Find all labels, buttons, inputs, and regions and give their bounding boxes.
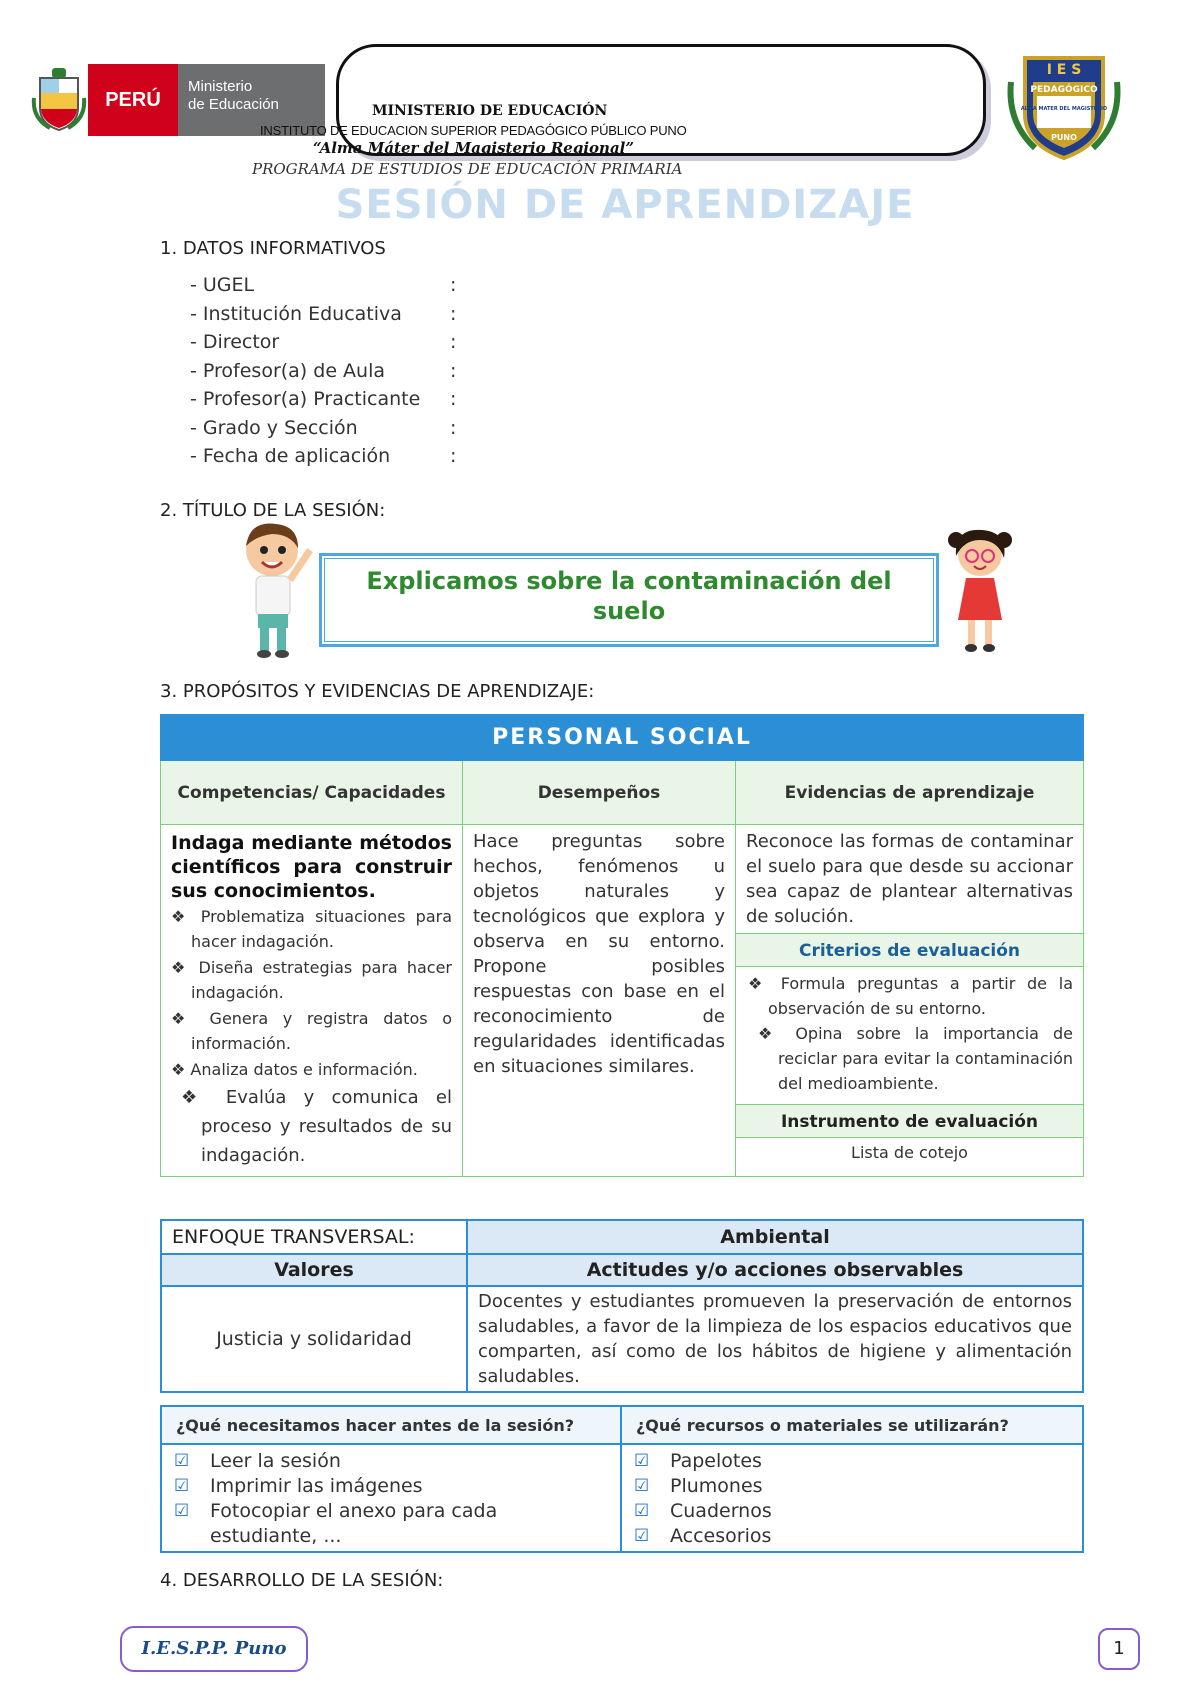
girl-illustration-icon [940,528,1020,656]
info-field-row [190,331,490,360]
checklist-item-label: Leer la sesión [210,1450,341,1472]
info-field-label: - Grado y Sección [190,416,358,439]
actitudes-header: Actitudes y/o acciones observables [467,1254,1083,1286]
checkbox-checked-icon: ☑ [174,1476,190,1496]
info-field-colon: : [450,416,457,439]
checklist-item [634,1524,1070,1549]
peru-label: PERÚ [88,64,178,136]
section-3-heading: 3. PROPÓSITOS Y EVIDENCIAS DE APRENDIZAJE: [160,681,595,702]
capacidad-item: ❖ Genera y registra datos o información. [171,1009,452,1053]
ministry-heading: MINISTERIO DE EDUCACIÓN [372,103,608,119]
info-field-row [190,445,490,474]
info-field-label: - UGEL [190,274,255,296]
ministry-line-2: de Educación [188,96,279,113]
checkbox-checked-icon: ☑ [634,1451,650,1471]
info-field-row [190,360,490,389]
competencias-cell [161,825,463,1177]
evidencias-cell [736,825,1084,1177]
program-name: PROGRAMA DE ESTUDIOS DE EDUCACIÓN PRIMARIA [252,160,683,178]
info-field-label: - Profesor(a) Practicante [190,388,421,410]
session-title: Explicamos sobre la contaminación del suelo [366,567,892,625]
peru-shield-icon [30,68,88,134]
header-desempenos: Desempeños [463,761,736,825]
document-title: SESIÓN DE APRENDIZAJE [335,182,915,228]
before-session-header: ¿Qué necesitamos hacer antes de la sesión? [161,1406,621,1444]
checkbox-checked-icon: ☑ [634,1501,650,1521]
header-evidencias: Evidencias de aprendizaje [736,761,1084,825]
section-4-heading: 4. DESARROLLO DE LA SESIÓN: [160,1570,444,1591]
institute-name: INSTITUTO DE EDUCACION SUPERIOR PEDAGÓGICO PÚBLICO PUNO [260,123,687,138]
capacidad-item: ❖ Problematiza situaciones para hacer indagación. [171,907,452,951]
institute-motto: “Alma Máter del Magisterio Regional” [313,139,634,157]
checklist-item-label: Accesorios [670,1525,772,1547]
checklist-item-label: Imprimir las imágenes [210,1475,423,1497]
checkbox-checked-icon: ☑ [634,1476,650,1496]
info-field-colon: : [450,302,457,325]
capacidad-item: ❖ Analiza datos e información. [171,1060,418,1079]
criterios-heading: Criterios de evaluación [736,933,1083,967]
actitud-cell: Docentes y estudiantes promueven la preservación de entornos saludables, a favor de la limpieza de los espacios educativos que comparten, así como de los hábitos de higiene y alimentación saludables. [467,1286,1083,1392]
before-session-list [161,1444,621,1552]
info-field-label: - Profesor(a) de Aula [190,359,386,382]
checklist-item-label: Fotocopiar el anexo para cada estudiante, ... [210,1500,498,1547]
info-field-label: - Institución Educativa [190,302,402,325]
session-title-box [319,553,939,647]
info-field-colon: : [450,274,457,296]
header-competencias: Competencias/ Capacidades [161,761,463,825]
info-field-colon: : [450,359,457,382]
boy-illustration-icon [232,520,322,660]
crest-city-text: PUNO [1051,133,1077,142]
instrumento-value: Lista de cotejo [851,1143,968,1162]
info-field-label: - Fecha de aplicación [190,445,391,467]
checkbox-checked-icon: ☑ [174,1501,190,1521]
checklist-item-label: Papelotes [670,1450,762,1472]
ministry-line-1: Ministerio [188,78,253,95]
info-field-row [190,274,490,303]
section-2-heading: 2. TÍTULO DE LA SESIÓN: [160,500,386,521]
info-field-row [190,388,490,417]
competencia-title: Indaga mediante métodos científicos para construir sus conocimientos. [171,832,452,902]
checklist-item [634,1499,1070,1524]
capacidad-item: ❖ Evalúa y comunica el proceso y resultados de su indagación. [181,1087,452,1166]
instrumento-heading: Instrumento de evaluación [736,1104,1083,1138]
purposes-table [160,714,1084,1177]
criterio-item: ❖ Formula preguntas a partir de la observación de su entorno. [748,974,1073,1018]
crest-motto-text: ALMA MATER DEL MAGISTERIO [1020,106,1108,112]
capacidad-item: ❖ Diseña estrategias para hacer indagación. [171,958,452,1002]
valores-header: Valores [161,1254,467,1286]
checklist-item [174,1474,608,1499]
info-field-row [190,303,490,332]
criterios-list [736,967,1083,1104]
info-field-row [190,417,490,446]
iesp-puno-crest-icon [1005,52,1123,162]
checklist-item-label: Cuadernos [670,1500,772,1522]
preparation-table [160,1405,1084,1553]
valor-cell: Justicia y solidaridad [161,1286,467,1392]
page-number: 1 [1098,1628,1140,1670]
enfoque-table [160,1219,1084,1393]
enfoque-label: ENFOQUE TRANSVERSAL: [161,1220,467,1254]
info-field-label: - Director [190,331,280,353]
materials-header: ¿Qué recursos o materiales se utilizarán? [621,1406,1083,1444]
enfoque-name: Ambiental [467,1220,1083,1254]
criterio-item: ❖ Opina sobre la importancia de reciclar para evitar la contaminación del medioambiente. [758,1024,1073,1093]
evidencia-text: Reconoce las formas de contaminar el suelo para que desde su accionar sea capaz de plantear alternativas de solución. [746,831,1073,927]
checklist-item-label: Plumones [670,1475,763,1497]
info-field-colon: : [450,445,457,467]
checklist-item [634,1474,1070,1499]
footer-institution: I.E.S.P.P. Puno [120,1626,308,1672]
info-fields-list [190,274,490,474]
info-field-colon: : [450,331,457,353]
checklist-item [634,1449,1070,1474]
area-banner: PERSONAL SOCIAL [161,715,1084,761]
checklist-item [174,1449,608,1474]
info-field-colon: : [450,388,457,410]
crest-top-text: I E S [1046,62,1082,78]
checkbox-checked-icon: ☑ [174,1451,190,1471]
section-1-heading: 1. DATOS INFORMATIVOS [160,238,386,259]
checklist-item [174,1499,608,1549]
crest-middle-text: PEDAGÓGICO [1030,85,1098,95]
desempeno-cell: Hace preguntas sobre hechos, fenómenos u objetos naturales y tecnológicos que explora y observa en su entorno. Propone posibles respuestas con base en el reconocimiento de regularidades identificadas en situaciones similares. [463,825,736,1177]
checkbox-checked-icon: ☑ [634,1526,650,1546]
materials-list [621,1444,1083,1552]
